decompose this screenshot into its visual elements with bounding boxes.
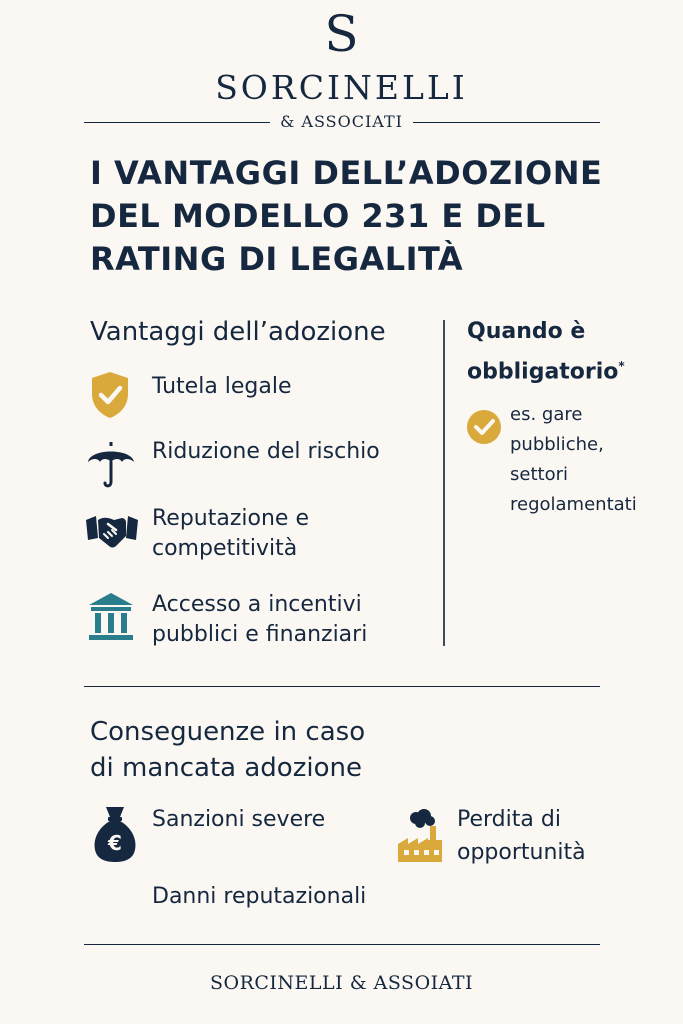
euro-money-bag-icon: [92, 805, 138, 863]
consequence-item-label: Sanzioni severe: [152, 807, 326, 832]
mandatory-line: regolamentati: [510, 494, 637, 515]
title-line: RATING DI LEGALITÀ: [90, 240, 464, 278]
consequence-item-label: Perdita di: [457, 807, 561, 832]
mandatory-heading-line: obbligatorio: [467, 359, 619, 385]
brand-name: SORCINELLI: [215, 68, 468, 107]
mandatory-heading-line: Quando è: [467, 319, 586, 344]
mandatory-line: pubbliche,: [510, 434, 604, 455]
advantage-item-label: Tutela legale: [152, 374, 292, 399]
consequences-heading-line: Conseguenze in caso: [90, 717, 366, 747]
advantage-item-label: competitività: [152, 536, 298, 561]
footnote-asterisk: *: [618, 359, 625, 373]
section-divider: [84, 686, 600, 687]
advantage-item-label: Reputazione e: [152, 506, 309, 531]
advantage-item-label: pubblici e finanziari: [152, 622, 368, 647]
mandatory-line: es. gare: [510, 404, 583, 425]
brand-subtitle: & ASSOCIATI: [0, 111, 683, 133]
mandatory-line: settori: [510, 464, 568, 485]
title-line: I VANTAGGI DELL’ADOZIONE: [90, 154, 603, 192]
consequence-item-label: opportunità: [457, 840, 586, 865]
advantage-item-label: Riduzione del rischio: [152, 439, 380, 464]
umbrella-icon: [86, 440, 136, 490]
check-circle-icon: [466, 409, 502, 445]
bank-building-icon: [87, 591, 135, 643]
mandatory-description: [510, 400, 637, 520]
title-line: DEL MODELLO 231 E DEL: [90, 197, 546, 235]
advantages-heading: Vantaggi dell’adozione: [90, 317, 386, 347]
advantage-item-label: Accesso a incentivi: [152, 592, 362, 617]
column-divider: [443, 320, 445, 646]
consequence-item-label: Danni reputazionali: [152, 884, 367, 909]
svg-text:€: €: [108, 831, 122, 855]
footer-brand: SORCINELLI & ASSOIATI: [209, 972, 474, 994]
factory-icon: [396, 808, 444, 864]
footer-divider: [84, 944, 600, 945]
handshake-icon: [84, 510, 140, 556]
page-title: [90, 152, 650, 281]
consequences-heading-line: di mancata adozione: [90, 753, 362, 783]
shield-check-icon: [88, 370, 132, 420]
mandatory-heading: [467, 315, 625, 389]
monogram-logo: S: [324, 5, 359, 63]
consequences-heading: [90, 714, 365, 786]
